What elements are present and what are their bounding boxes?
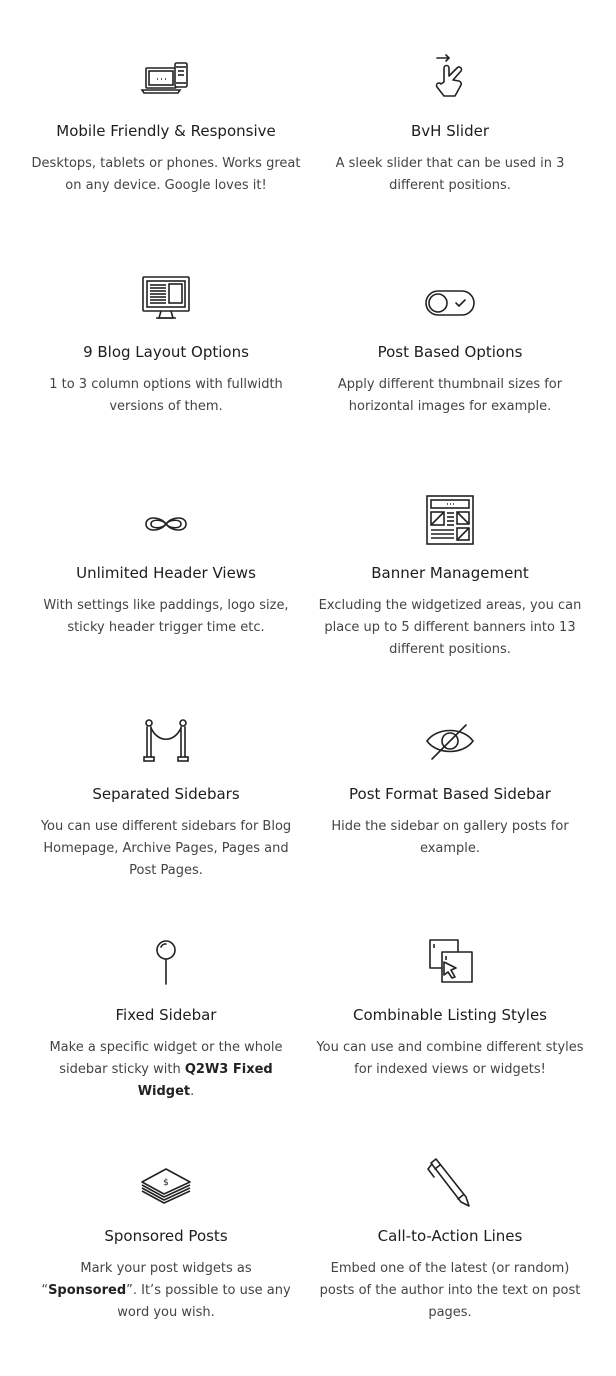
feature-fixed-sidebar: [31, 920, 301, 1103]
feature-description: Apply different thumbnail sizes for horizontal images for example.: [337, 377, 563, 414]
feature-description: 1 to 3 column options with fullwidth versions of them.: [49, 377, 283, 414]
eye-hidden-icon: [315, 699, 585, 769]
devices-icon: [31, 36, 301, 106]
feature-title: Sponsored Posts: [104, 1227, 228, 1245]
feature-title: Combinable Listing Styles: [352, 1006, 547, 1024]
feature-title: Post Based Options: [377, 343, 523, 361]
feature-title: Unlimited Header Views: [76, 564, 256, 582]
feature-description: You can use and combine different styles for indexed views or widgets!: [316, 1040, 584, 1077]
feature-post-format-sidebar: [315, 699, 585, 860]
pen-icon: [315, 1141, 585, 1211]
feature-description: You can use different sidebars for Blog Homepage, Archive Pages, Pages and Post Pages.: [40, 819, 292, 878]
rope-barrier-icon: [31, 699, 301, 769]
feature-title: Fixed Sidebar: [115, 1006, 217, 1024]
feature-call-to-action: [315, 1141, 585, 1324]
feature-title: Mobile Friendly & Responsive: [56, 122, 276, 140]
feature-description: Embed one of the latest (or random) posts of the author into the text on post pages.: [319, 1261, 581, 1320]
feature-post-based-options: [315, 257, 585, 418]
feature-sponsored-posts: [31, 1141, 301, 1324]
feature-title: Separated Sidebars: [92, 785, 240, 803]
feature-banner-management: [315, 478, 585, 661]
feature-description: With settings like paddings, logo size, sticky header trigger time etc.: [43, 598, 289, 635]
money-stack-icon: [31, 1141, 301, 1211]
svg-text:$: $: [163, 1178, 169, 1188]
infinity-icon: [31, 478, 301, 548]
newspaper-layout-icon: [315, 478, 585, 548]
feature-title: 9 Blog Layout Options: [83, 343, 249, 361]
windows-cursor-icon: [315, 920, 585, 990]
feature-blog-layout: [31, 257, 301, 418]
sponsored-label: Sponsored: [48, 1283, 127, 1298]
feature-description: Make a specific widget or the whole sidebar sticky with Q2W3 Fixed Widget.: [49, 1040, 283, 1099]
feature-description: Excluding the widgetized areas, you can place up to 5 different banners into 13 different positions.: [318, 598, 582, 657]
monitor-layout-icon: [31, 257, 301, 327]
feature-description: Hide the sidebar on gallery posts for example.: [331, 819, 569, 856]
feature-separated-sidebars: [31, 699, 301, 882]
feature-description: Desktops, tablets or phones. Works great on any device. Google loves it!: [31, 156, 301, 193]
feature-bvh-slider: [315, 36, 585, 197]
feature-title: Banner Management: [371, 564, 529, 582]
feature-header-views: [31, 478, 301, 639]
feature-description: A sleek slider that can be used in 3 different positions.: [335, 156, 565, 193]
feature-listing-styles: [315, 920, 585, 1081]
feature-title: Post Format Based Sidebar: [349, 785, 551, 803]
feature-mobile-friendly: [31, 36, 301, 197]
toggle-switch-icon: [315, 257, 585, 327]
pin-icon: [31, 920, 301, 990]
feature-description: Mark your post widgets as “Sponsored”. It’s possible to use any word you wish.: [41, 1261, 291, 1320]
feature-title: BvH Slider: [411, 122, 489, 140]
plugin-name: Q2W3 Fixed Widget: [137, 1062, 273, 1099]
swipe-hand-icon: [315, 36, 585, 106]
feature-title: Call-to-Action Lines: [377, 1227, 523, 1245]
